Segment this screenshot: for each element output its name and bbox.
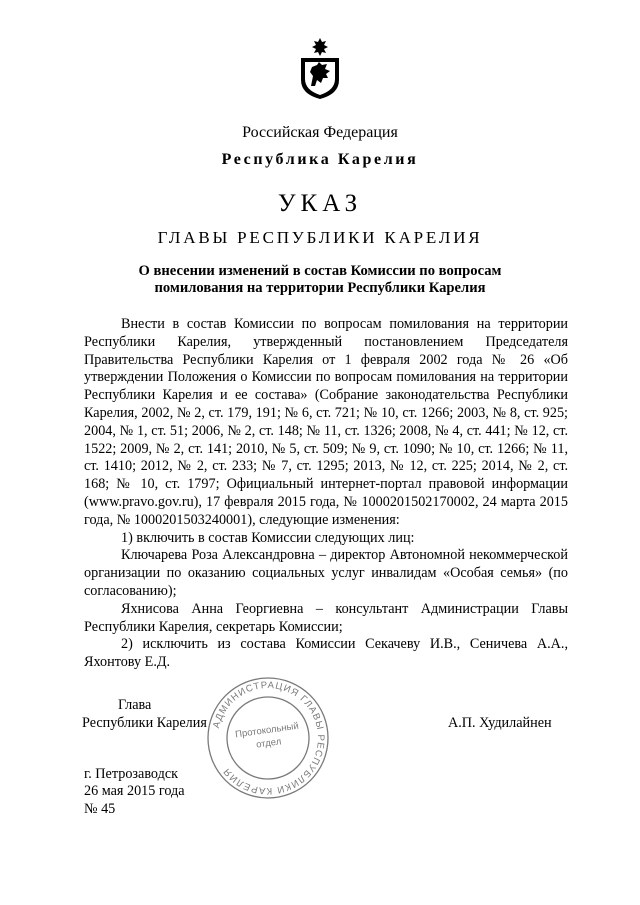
document-body bbox=[84, 316, 568, 672]
signatory-name: А.П. Худилайнен bbox=[448, 715, 552, 731]
document-subject bbox=[0, 263, 640, 297]
document-issuer: ГЛАВЫ РЕСПУБЛИКИ КАРЕЛИЯ bbox=[157, 228, 483, 247]
stamp-outer-text: АДМИНИСТРАЦИЯ ГЛАВЫ РЕСПУБЛИКИ КАРЕЛИЯ bbox=[211, 679, 327, 797]
office-stamp bbox=[203, 673, 333, 803]
issue-date: 26 мая 2015 года bbox=[84, 783, 185, 800]
karelia-coat-of-arms-icon bbox=[297, 38, 343, 100]
signatory-title-line-1: Глава bbox=[118, 697, 152, 713]
body-paragraph: Ключарева Роза Александровна – директор Автономной некоммерческой организации по оказанию социальных услуг инвалидам «Особая семья» (по согласованию); bbox=[84, 547, 568, 599]
signatory-title-line-2: Республики Карелия bbox=[82, 714, 207, 731]
subject-line-1: О внесении изменений в состав Комиссии по вопросам bbox=[138, 263, 502, 279]
body-paragraph: 2) исключить из состава Комиссии Секачеву И.В., Сеничева А.А., Яхонтову Е.Д. bbox=[84, 636, 568, 671]
republic-name: Республика Карелия bbox=[221, 151, 419, 168]
document-type: УКАЗ bbox=[277, 190, 363, 217]
issue-city: г. Петрозаводск bbox=[84, 766, 179, 782]
document-number: № 45 bbox=[84, 800, 116, 817]
document-footer bbox=[84, 766, 185, 818]
body-paragraph: 1) включить в состав Комиссии следующих лиц: bbox=[121, 529, 415, 546]
stamp-inner-line-2: отдел bbox=[255, 736, 282, 751]
body-paragraph: Внести в состав Комиссии по вопросам помилования на территории Республики Карелия, утвержденный постановлением Председателя Правительства Республики Карелия от 1 февраля 2002 года № 26 «Об утверждении Положения о Комиссии по вопросам помилования на территории Республики Карелия и ее состава» (Собрание законодательства Республики Карелия, 2002, № 2, ст. 179, 191; № 6, ст. 721; № 10, ст. 1266; 2003, № 8, ст. 925; 2004, № 1, ст. 51; 2006, № 2, ст. 148; № 11, ст. 1326; 2008, № 4, ст. 441; № 12, ст. 1522; 2009, № 2, ст. 141; 2010, № 5, ст. 509; № 9, ст. 1090; № 10, ст. 1266; № 11, ст. 1410; 2012, № 2, ст. 233; № 7, ст. 1295; 2013, № 12, ст. 225; 2014, № 2, ст. 168; № 10, ст. 1797; Официальный интернет-портал правовой информации (www.pravo.gov.ru), 17 февраля 2015 года, № 1000201502170002, 24 марта 2015 года, № 1000201503240001), следующие изменения: bbox=[84, 316, 568, 528]
body-paragraph: Яхнисова Анна Георгиевна – консультант Администрации Главы Республики Карелия, секретарь Комиссии; bbox=[84, 600, 568, 635]
stamp-inner-line-1: Протокольный bbox=[234, 720, 300, 741]
subject-line-2: помилования на территории Республики Карелия bbox=[154, 280, 486, 296]
country-name: Российская Федерация bbox=[242, 124, 398, 141]
